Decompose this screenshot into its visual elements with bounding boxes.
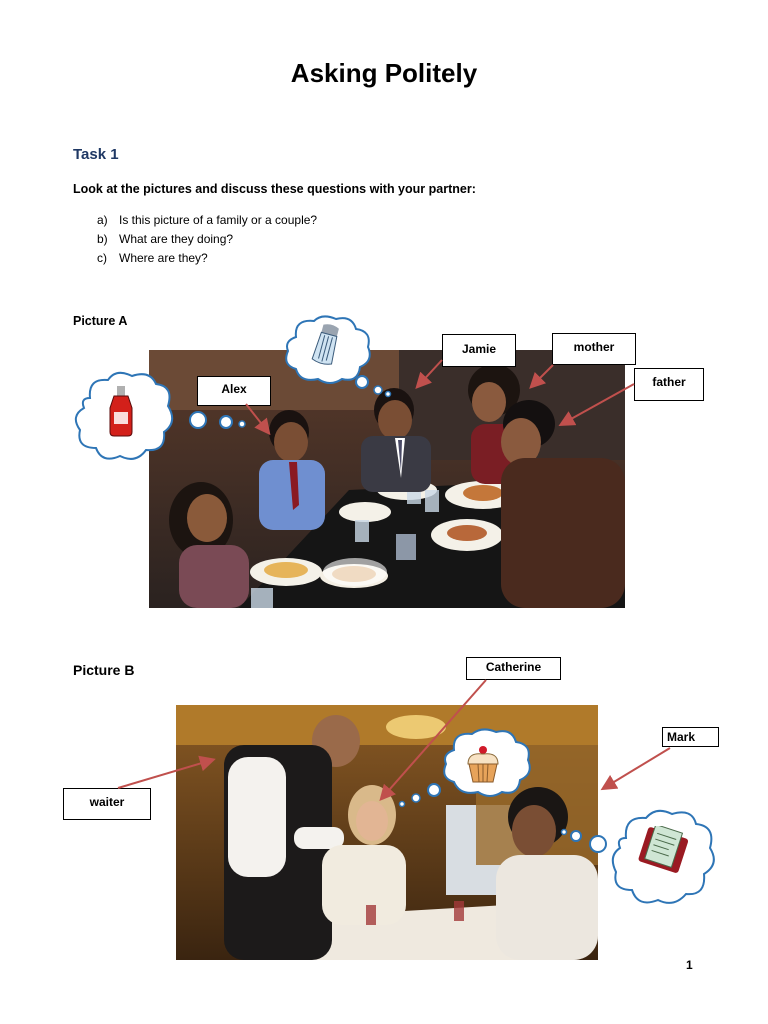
name-label-mark: Mark (662, 727, 719, 747)
picture-b-photo (176, 705, 598, 960)
question-letter: b) (97, 232, 108, 246)
cupcake-thought-trail (392, 780, 444, 810)
salt-shaker-thought-trail (352, 372, 392, 398)
task-heading: Task 1 (73, 146, 119, 163)
instruction-text: Look at the pictures and discuss these questions with your partner: (73, 182, 476, 196)
question-letter: c) (97, 251, 107, 265)
bill-thought-trail (560, 826, 610, 856)
question-text: Is this picture of a family or a couple? (119, 213, 318, 227)
salt-shaker-icon (308, 324, 344, 368)
question-item (97, 251, 208, 265)
question-text: Where are they? (119, 251, 208, 265)
name-label-alex: Alex (197, 376, 271, 406)
picture-a-label: Picture A (73, 314, 128, 328)
name-label-waiter: waiter (63, 788, 151, 820)
name-label-catherine: Catherine (466, 657, 561, 680)
cupcake-icon (464, 744, 502, 784)
name-label-mother: mother (552, 333, 636, 365)
bill-icon (636, 826, 690, 876)
picture-b-label: Picture B (73, 662, 135, 678)
name-label-jamie: Jamie (442, 334, 516, 367)
question-item (97, 232, 233, 246)
question-letter: a) (97, 213, 108, 227)
page-title: Asking Politely (290, 58, 478, 88)
name-label-father: father (634, 368, 704, 401)
arrow-mark (604, 748, 670, 788)
ketchup-bottle-icon (104, 384, 138, 438)
question-text: What are they doing? (119, 232, 234, 246)
page-number: 1 (686, 958, 693, 972)
question-item (97, 213, 317, 227)
